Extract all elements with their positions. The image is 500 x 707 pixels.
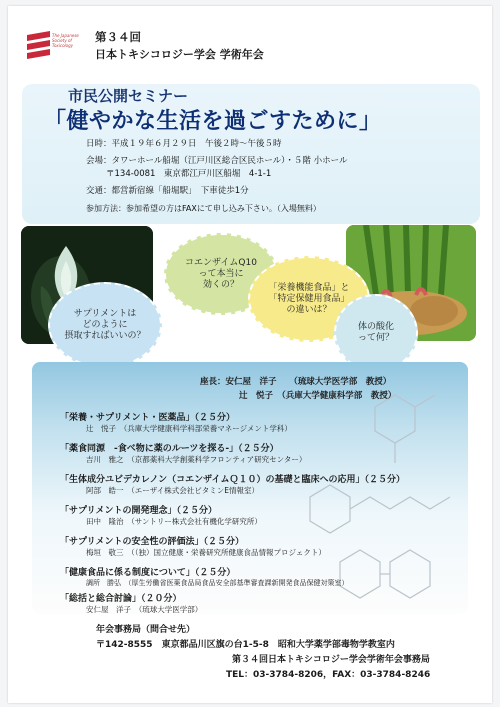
event-access: 交通：都営新宿線「船堀駅」 下車徒歩1分 [86, 186, 249, 196]
bubble-oxidation-question: 体の酸化 って何？ [334, 294, 418, 372]
talk-3-title: 「生体成分ユビデカレノン（コエンザイムＱ１０）の基礎と臨床への応用」（２５分） [60, 475, 405, 485]
talk-5-speaker: 梅垣 敬三 （（独）国立健康・栄養研究所健康食品情報プロジェクト） [86, 548, 326, 557]
office-label: 年会事務局（問合せ先） [96, 625, 196, 635]
bubble-supplement-question: サプリメントは どのように 摂取すればいいの？ [48, 282, 162, 368]
event-participation: 参加方法：参加希望の方はFAXにて申し込み下さい。（入場無料） [86, 204, 321, 213]
chair-line-2: 辻 悦子 （兵庫大学健康科学部 教授） [239, 391, 397, 401]
talk-4-speaker: 田中 隆治 （サントリー株式会社有機化学研究所） [86, 517, 262, 526]
talk-6-speaker: 調所 勝弘 （厚生労働省医薬食品局食品安全部基準審査課新開発食品保健対策室） [86, 579, 349, 587]
seminar-label: 市民公開セミナー [68, 87, 189, 105]
talk-1-title: 「栄養・サプリメント・医薬品」（２５分） [60, 413, 235, 423]
bubble-coq10-question: コエンザイムQ10 って本当に 効くの？ [164, 233, 278, 315]
talk-7-title: 「総括と総合討論」（２０分） [60, 594, 182, 604]
event-venue-address: 〒134-0081 東京都江戸川区船堀 4-1-1 [106, 169, 272, 179]
talk-4-title: 「サプリメントの開発理念」（２５分） [60, 506, 217, 516]
talk-1-speaker: 辻 悦子 （兵庫大学健康科学科部栄養マネージメント学科） [86, 424, 292, 433]
conference-number: 第３４回 [95, 30, 141, 44]
logo-text: The Japanese Society of Toxicology [52, 33, 79, 48]
event-venue: 会場：タワーホール船堀（江戸川区総合区民ホール）・５階 小ホール [86, 156, 348, 166]
talk-7-speaker: 安仁屋 洋子 （琉球大学医学部） [86, 605, 203, 614]
office-address: 〒142-8555 東京都品川区旗の台1-5-8 昭和大学薬学部毒物学教室内 [96, 640, 395, 650]
bubble-health-food-question: 「栄養機能食品」と 「特定保健用食品」 の違いは？ [248, 256, 370, 342]
seminar-title: 「健やかな生活を過ごすために」 [44, 109, 382, 134]
society-logo-icon [24, 29, 54, 63]
talk-2-title: 「薬食同源 -食べ物に薬のルーツを探る-」（２５分） [60, 444, 279, 454]
talk-5-title: 「サプリメントの安全性の評価法」（２５分） [60, 537, 244, 547]
talk-3-speaker: 阿部 皓一 （エーザイ株式会社ビタミンE情報室） [86, 486, 259, 495]
talk-6-title: 「健康食品に係る制度について」（２５分） [60, 568, 236, 578]
chair-line-1: 座長：安仁屋 洋子 （琉球大学医学部 教授） [200, 377, 392, 387]
event-date: 日時：平成１９年６月２９日 午後２時～午後５時 [86, 139, 282, 149]
office-contact: TEL：03-3784-8206，FAX：03-3784-8246 [226, 670, 431, 680]
talk-2-speaker: 吉川 雅之 （京都薬科大学創薬科学フロンティア研究センター） [86, 455, 307, 464]
conference-name: 日本トキシコロジー学会 学術年会 [95, 48, 264, 61]
office-name: 第３４回日本トキシコロジー学会学術年会事務局 [232, 655, 430, 665]
